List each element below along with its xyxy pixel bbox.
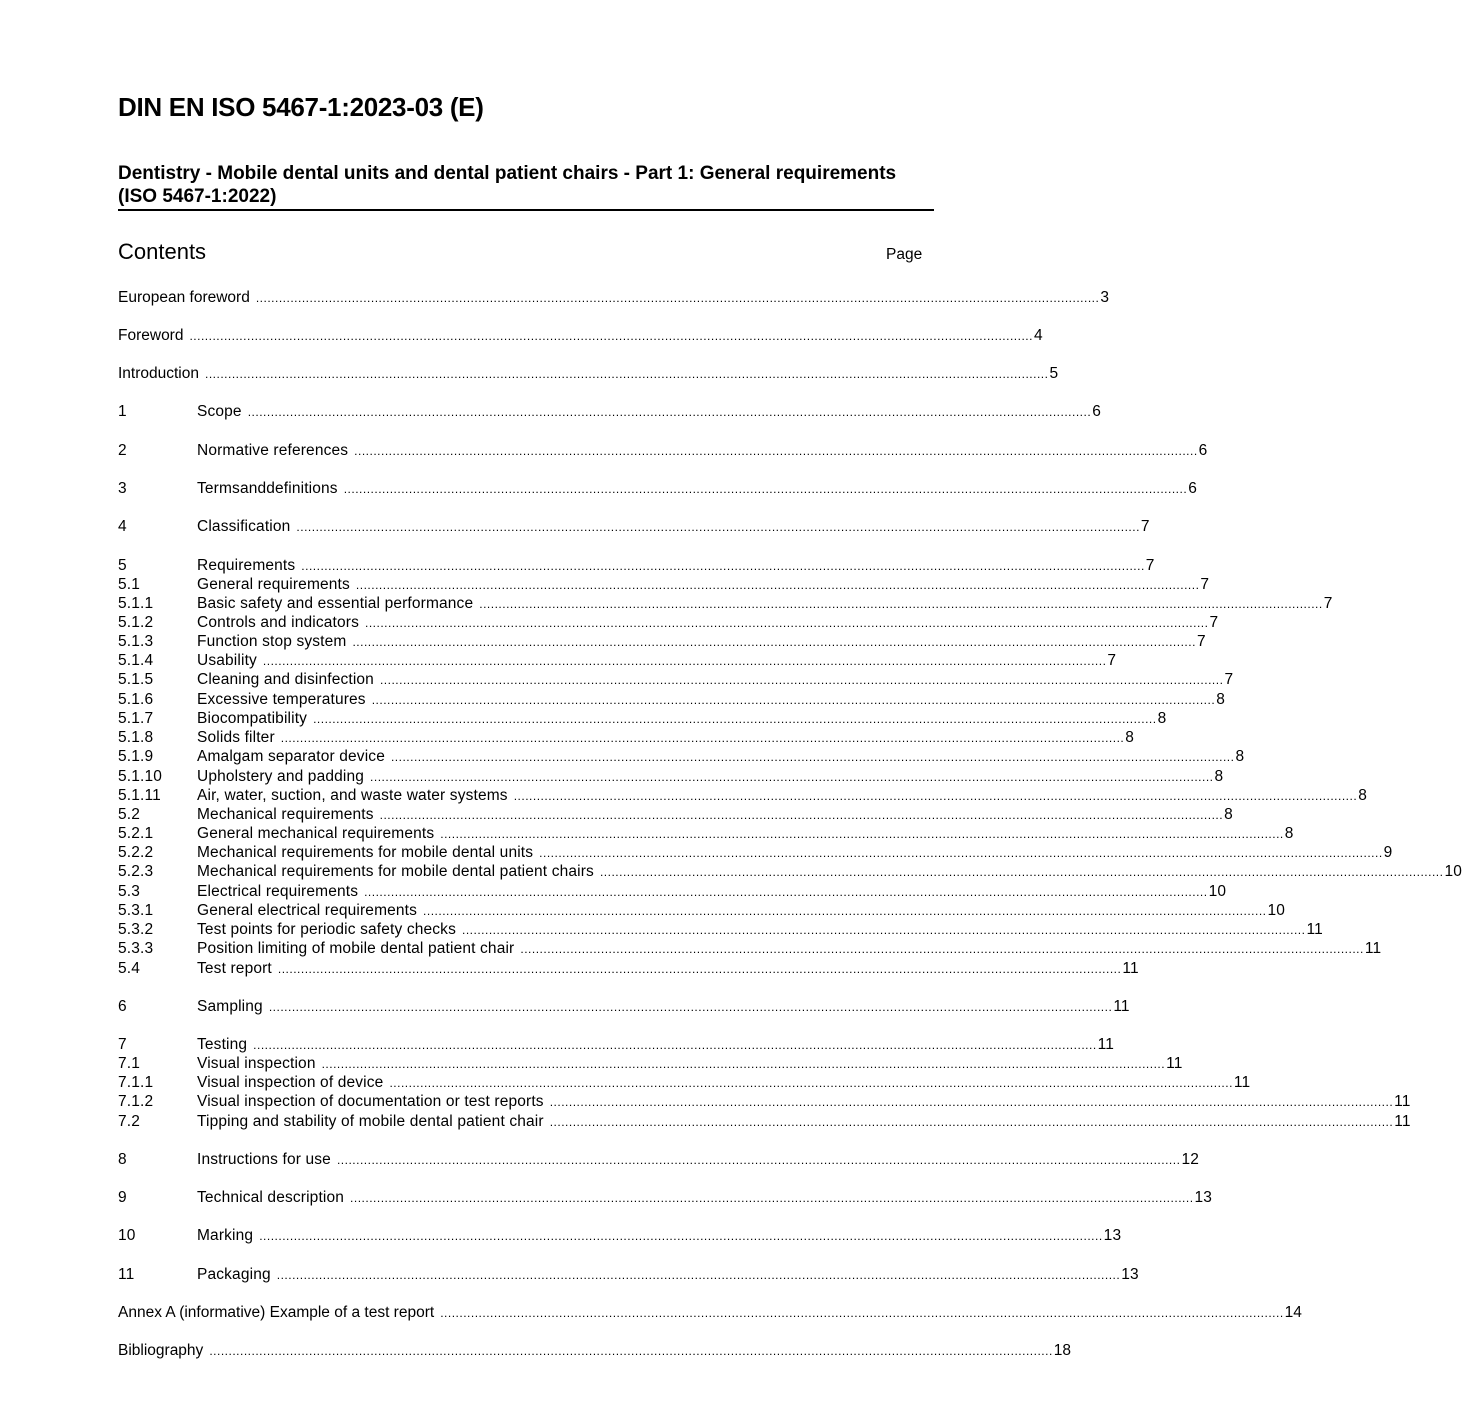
toc-entry-page: 6: [1198, 442, 1208, 459]
toc-leader-dots: ............................................................................................................................................................................................................................: [350, 1191, 1194, 1205]
toc-entry-title: Basic safety and essential performance: [197, 595, 474, 612]
toc-entry-number: 5.1.11: [118, 787, 161, 804]
toc-entry: [118, 288, 1109, 307]
toc-leader-dots: ............................................................................................................................................................................................................................: [259, 1229, 1103, 1243]
toc-entry-title: Tipping and stability of mobile dental patient chair: [197, 1113, 544, 1130]
toc-leader-dots: ............................................................................................................................................................................................................................: [336, 1153, 1181, 1167]
toc-entry-title: Solids filter: [197, 729, 275, 746]
toc-entry-number: 5.1.10: [118, 768, 162, 785]
toc-leader-dots: ............................................................................................................................................................................................................................: [205, 367, 1049, 381]
toc-entry-page: 11: [1306, 921, 1323, 938]
toc-entry-page: 10: [1208, 883, 1227, 900]
toc-entry-number: 5.1.1: [118, 595, 154, 612]
toc-entry-title: Classification: [197, 518, 291, 535]
toc-entry: [118, 690, 1225, 709]
toc-entry: [118, 728, 1135, 747]
toc-entry-number: 3: [118, 480, 127, 497]
toc-leader-dots: ............................................................................................................................................................................................................................: [296, 520, 1140, 534]
toc-leader-dots: ............................................................................................................................................................................................................................: [277, 962, 1122, 976]
contents-heading: Contents: [118, 239, 207, 264]
toc-entry-title: Upholstery and padding: [197, 768, 365, 785]
toc-entry-title: Scope: [197, 403, 242, 420]
toc-entry-title: Biocompatibility: [197, 710, 308, 727]
toc-entry: [118, 1092, 1411, 1111]
toc-entry: [118, 364, 1059, 383]
toc-entry-number: 7.1.2: [118, 1093, 154, 1110]
toc-entry-page: 13: [1194, 1189, 1213, 1206]
toc-entry-page: 7: [1140, 518, 1150, 535]
toc-entry-number: 5: [118, 557, 127, 574]
toc-entry-page: 12: [1181, 1151, 1199, 1168]
toc-entry-page: 13: [1121, 1266, 1139, 1283]
toc-entry: [118, 670, 1234, 689]
toc-leader-dots: ............................................................................................................................................................................................................................: [355, 578, 1200, 592]
toc-entry-number: 5.3.2: [118, 921, 154, 938]
toc-entry-number: 8: [118, 1151, 127, 1168]
toc-leader-dots: ............................................................................................................................................................................................................................: [390, 750, 1235, 764]
toc-entry-number: 7.2: [118, 1113, 140, 1130]
toc-leader-dots: ............................................................................................................................................................................................................................: [255, 291, 1100, 305]
toc-entry-page: 8: [1216, 691, 1225, 708]
toc-entry-title: Test report: [197, 960, 272, 977]
toc-leader-dots: ............................................................................................................................................................................................................................: [599, 865, 1444, 879]
toc-entry-number: 10: [118, 1227, 136, 1244]
toc-entry-page: 8: [1125, 729, 1135, 746]
toc-entry-page: 11: [1097, 1036, 1115, 1053]
toc-entry-title: Air, water, suction, and waste water systems: [197, 787, 508, 804]
toc-entry-page: 18: [1053, 1342, 1072, 1359]
toc-entry-page: 8: [1157, 710, 1167, 727]
toc-leader-dots: ............................................................................................................................................................................................................................: [276, 1268, 1121, 1282]
toc-entry-page: 8: [1214, 768, 1224, 785]
toc-entry-title: Packaging: [197, 1266, 271, 1283]
toc-entry-number: 1: [118, 403, 127, 420]
toc-leader-dots: ............................................................................................................................................................................................................................: [370, 770, 1214, 784]
toc-entry-page: 7: [1196, 633, 1206, 650]
toc-leader-dots: ............................................................................................................................................................................................................................: [440, 827, 1284, 841]
toc-leader-dots: ............................................................................................................................................................................................................................: [189, 329, 1033, 343]
toc-entry-title: General requirements: [197, 576, 350, 593]
toc-leader-dots: ............................................................................................................................................................................................................................: [343, 482, 1188, 496]
toc-entry: [118, 613, 1219, 632]
toc-leader-dots: ............................................................................................................................................................................................................................: [539, 846, 1383, 860]
toc-entry-number: 5.2: [118, 806, 140, 823]
toc-entry-number: 7.1.1: [118, 1074, 154, 1091]
toc-entry: [118, 441, 1208, 460]
toc-entry-number: 5.1.9: [118, 748, 154, 765]
toc-leader-dots: ............................................................................................................................................................................................................................: [247, 405, 1092, 419]
toc-leader-dots: ............................................................................................................................................................................................................................: [549, 1115, 1394, 1129]
toc-leader-dots: ............................................................................................................................................................................................................................: [371, 693, 1216, 707]
toc-entry: [118, 1073, 1251, 1092]
toc-entry-number: 5.1: [118, 576, 140, 593]
toc-entry: [118, 747, 1245, 766]
toc-entry-page: 11: [1233, 1074, 1251, 1091]
toc-entry: [118, 786, 1367, 805]
toc-entry-number: 5.3.3: [118, 940, 154, 957]
toc-entry: [118, 1054, 1183, 1073]
toc-entry: [118, 920, 1323, 939]
toc-entry-title: Position limiting of mobile dental patient chair: [197, 940, 515, 957]
toc-entry-page: 10: [1444, 863, 1462, 880]
toc-entry-number: 5.1.2: [118, 614, 154, 631]
toc-entry-title: Electrical requirements: [197, 883, 359, 900]
document-id: DIN EN ISO 5467-1:2023-03 (E): [118, 92, 484, 122]
toc-entry-title: Bibliography: [118, 1342, 204, 1359]
toc-entry: [118, 651, 1117, 670]
toc-entry-title: Introduction: [118, 365, 199, 382]
toc-entry: [118, 1226, 1122, 1245]
toc-entry-title: Sampling: [197, 998, 263, 1015]
toc-entry: [118, 882, 1227, 901]
toc-entry-page: 11: [1394, 1093, 1411, 1110]
toc-entry-page: 11: [1122, 960, 1139, 977]
toc-entry-title: Visual inspection: [197, 1055, 316, 1072]
toc-entry: [118, 862, 1462, 881]
toc-entry: [118, 1150, 1199, 1169]
toc-entry-number: 5.1.3: [118, 633, 154, 650]
toc-entry-title: Cleaning and disinfection: [197, 671, 374, 688]
toc-entry-page: 8: [1284, 825, 1294, 842]
toc-entry-number: 7.1: [118, 1055, 140, 1072]
toc-entry-page: 3: [1100, 289, 1109, 306]
toc-entry-title: Mechanical requirements for mobile dental units: [197, 844, 534, 861]
toc-entry: [118, 1188, 1213, 1207]
toc-entry-page: 7: [1209, 614, 1219, 631]
toc-entry-number: 9: [118, 1189, 127, 1206]
toc-entry-title: Instructions for use: [197, 1151, 331, 1168]
toc-leader-dots: ............................................................................................................................................................................................................................: [268, 1000, 1113, 1014]
toc-leader-dots: ............................................................................................................................................................................................................................: [364, 616, 1209, 630]
document-title: Dentistry - Mobile dental units and dental patient chairs - Part 1: General requirements (ISO 5467-1:2022): [118, 162, 934, 211]
toc-entry-title: Amalgam separator device: [197, 748, 385, 765]
toc-entry-title: Foreword: [118, 327, 184, 344]
toc-entry-number: 5.3: [118, 883, 140, 900]
toc-leader-dots: ............................................................................................................................................................................................................................: [513, 789, 1358, 803]
toc-leader-dots: ............................................................................................................................................................................................................................: [461, 923, 1306, 937]
toc-leader-dots: ............................................................................................................................................................................................................................: [440, 1306, 1284, 1320]
toc-entry: [118, 997, 1130, 1016]
toc-entry-number: 5.2.3: [118, 863, 154, 880]
toc-entry: [118, 326, 1043, 345]
toc-entry-title: Termsanddefinitions: [197, 480, 338, 497]
toc-entry-page: 8: [1358, 787, 1367, 804]
toc-leader-dots: ............................................................................................................................................................................................................................: [280, 731, 1125, 745]
toc-entry-page: 7: [1200, 576, 1210, 593]
toc-entry-title: Normative references: [197, 442, 349, 459]
toc-entry-number: 5.1.8: [118, 729, 154, 746]
toc-entry-title: Test points for periodic safety checks: [197, 921, 456, 938]
page-column-heading: Page: [886, 246, 923, 263]
toc-entry: [118, 479, 1197, 498]
toc-entry-number: 5.2.2: [118, 844, 154, 861]
toc-entry-page: 7: [1323, 595, 1333, 612]
toc-entry: [118, 632, 1206, 651]
toc-leader-dots: ............................................................................................................................................................................................................................: [253, 1038, 1097, 1052]
toc-leader-dots: ............................................................................................................................................................................................................................: [313, 712, 1157, 726]
toc-leader-dots: ............................................................................................................................................................................................................................: [262, 654, 1107, 668]
toc-entry-number: 5.1.6: [118, 691, 154, 708]
toc-entry-title: Usability: [197, 652, 257, 669]
toc-entry: [118, 901, 1286, 920]
toc-entry: [118, 939, 1382, 958]
toc-entry-title: Marking: [197, 1227, 254, 1244]
toc-entry-title: Visual inspection of device: [197, 1074, 384, 1091]
toc-entry-page: 11: [1394, 1113, 1411, 1130]
toc-entry-title: European foreword: [118, 289, 250, 306]
toc-entry-number: 4: [118, 518, 127, 535]
toc-entry: [118, 1341, 1072, 1360]
toc-entry: [118, 959, 1139, 978]
toc-entry-page: 7: [1224, 671, 1234, 688]
toc-entry-title: Mechanical requirements for mobile dental patient chairs: [197, 863, 594, 880]
toc-entry: [118, 556, 1155, 575]
toc-entry-number: 5.3.1: [118, 902, 154, 919]
toc-entry-page: 11: [1364, 940, 1382, 957]
toc-entry-title: Function stop system: [197, 633, 347, 650]
toc-entry: [118, 594, 1333, 613]
toc-leader-dots: ............................................................................................................................................................................................................................: [520, 942, 1364, 956]
toc-entry-page: 13: [1103, 1227, 1122, 1244]
toc-entry-number: 6: [118, 998, 127, 1015]
toc-entry: [118, 1265, 1139, 1284]
toc-entry-number: 5.4: [118, 960, 140, 977]
toc-leader-dots: ............................................................................................................................................................................................................................: [352, 635, 1196, 649]
toc-entry-title: General electrical requirements: [197, 902, 418, 919]
toc-entry: [118, 824, 1294, 843]
toc-entry: [118, 517, 1150, 536]
toc-leader-dots: ............................................................................................................................................................................................................................: [423, 904, 1267, 918]
toc-leader-dots: ............................................................................................................................................................................................................................: [479, 597, 1323, 611]
toc-entry-number: 5.2.1: [118, 825, 154, 842]
toc-leader-dots: ............................................................................................................................................................................................................................: [389, 1076, 1233, 1090]
toc-entry-page: 6: [1092, 403, 1101, 420]
toc-entry-number: 7: [118, 1036, 127, 1053]
toc-entry-title: Visual inspection of documentation or test reports: [197, 1093, 544, 1110]
toc-entry-title: Controls and indicators: [197, 614, 359, 631]
toc-entry-page: 10: [1267, 902, 1286, 919]
toc-leader-dots: ............................................................................................................................................................................................................................: [379, 673, 1224, 687]
toc-leader-dots: ............................................................................................................................................................................................................................: [379, 808, 1224, 822]
toc-entry-title: Testing: [197, 1036, 248, 1053]
toc-entry-page: 11: [1113, 998, 1130, 1015]
toc-entry-page: 4: [1033, 327, 1043, 344]
toc-entry-page: 7: [1145, 557, 1155, 574]
toc-entry-page: 8: [1235, 748, 1245, 765]
toc-entry-page: 8: [1224, 806, 1233, 823]
toc-entry-number: 2: [118, 442, 127, 459]
toc-entry-number: 5.1.4: [118, 652, 154, 669]
toc-entry-title: Mechanical requirements: [197, 806, 374, 823]
toc-entry-page: 7: [1107, 652, 1117, 669]
toc-entry-title: General mechanical requirements: [197, 825, 435, 842]
toc-entry: [118, 709, 1167, 728]
toc-entry-number: 5.1.7: [118, 710, 154, 727]
toc-entry: [118, 1112, 1411, 1131]
toc-entry-page: 11: [1166, 1055, 1183, 1072]
toc-entry: [118, 1035, 1115, 1054]
toc-entry: [118, 575, 1210, 594]
toc-entry-number: 5.1.5: [118, 671, 154, 688]
toc-leader-dots: ............................................................................................................................................................................................................................: [354, 444, 1198, 458]
toc-entry-title: Excessive temperatures: [197, 691, 366, 708]
toc-entry-number: 11: [118, 1266, 135, 1283]
toc-leader-dots: ............................................................................................................................................................................................................................: [549, 1095, 1394, 1109]
toc-leader-dots: ............................................................................................................................................................................................................................: [209, 1344, 1053, 1358]
toc-entry-title: Annex A (informative) Example of a test report: [118, 1304, 435, 1321]
toc-leader-dots: ............................................................................................................................................................................................................................: [364, 885, 1208, 899]
toc-leader-dots: ............................................................................................................................................................................................................................: [321, 1057, 1166, 1071]
toc-entry: [118, 1303, 1302, 1322]
toc-entry-title: Technical description: [197, 1189, 345, 1206]
toc-entry-title: Requirements: [197, 557, 296, 574]
toc-entry-page: 9: [1383, 844, 1393, 861]
toc-entry: [118, 402, 1101, 421]
toc-entry: [118, 843, 1393, 862]
toc-entry: [118, 767, 1224, 786]
toc-entry: [118, 805, 1233, 824]
toc-entry-page: 6: [1188, 480, 1197, 497]
toc-entry-page: 14: [1284, 1304, 1302, 1321]
toc-leader-dots: ............................................................................................................................................................................................................................: [301, 559, 1145, 573]
toc-entry-page: 5: [1049, 365, 1059, 382]
